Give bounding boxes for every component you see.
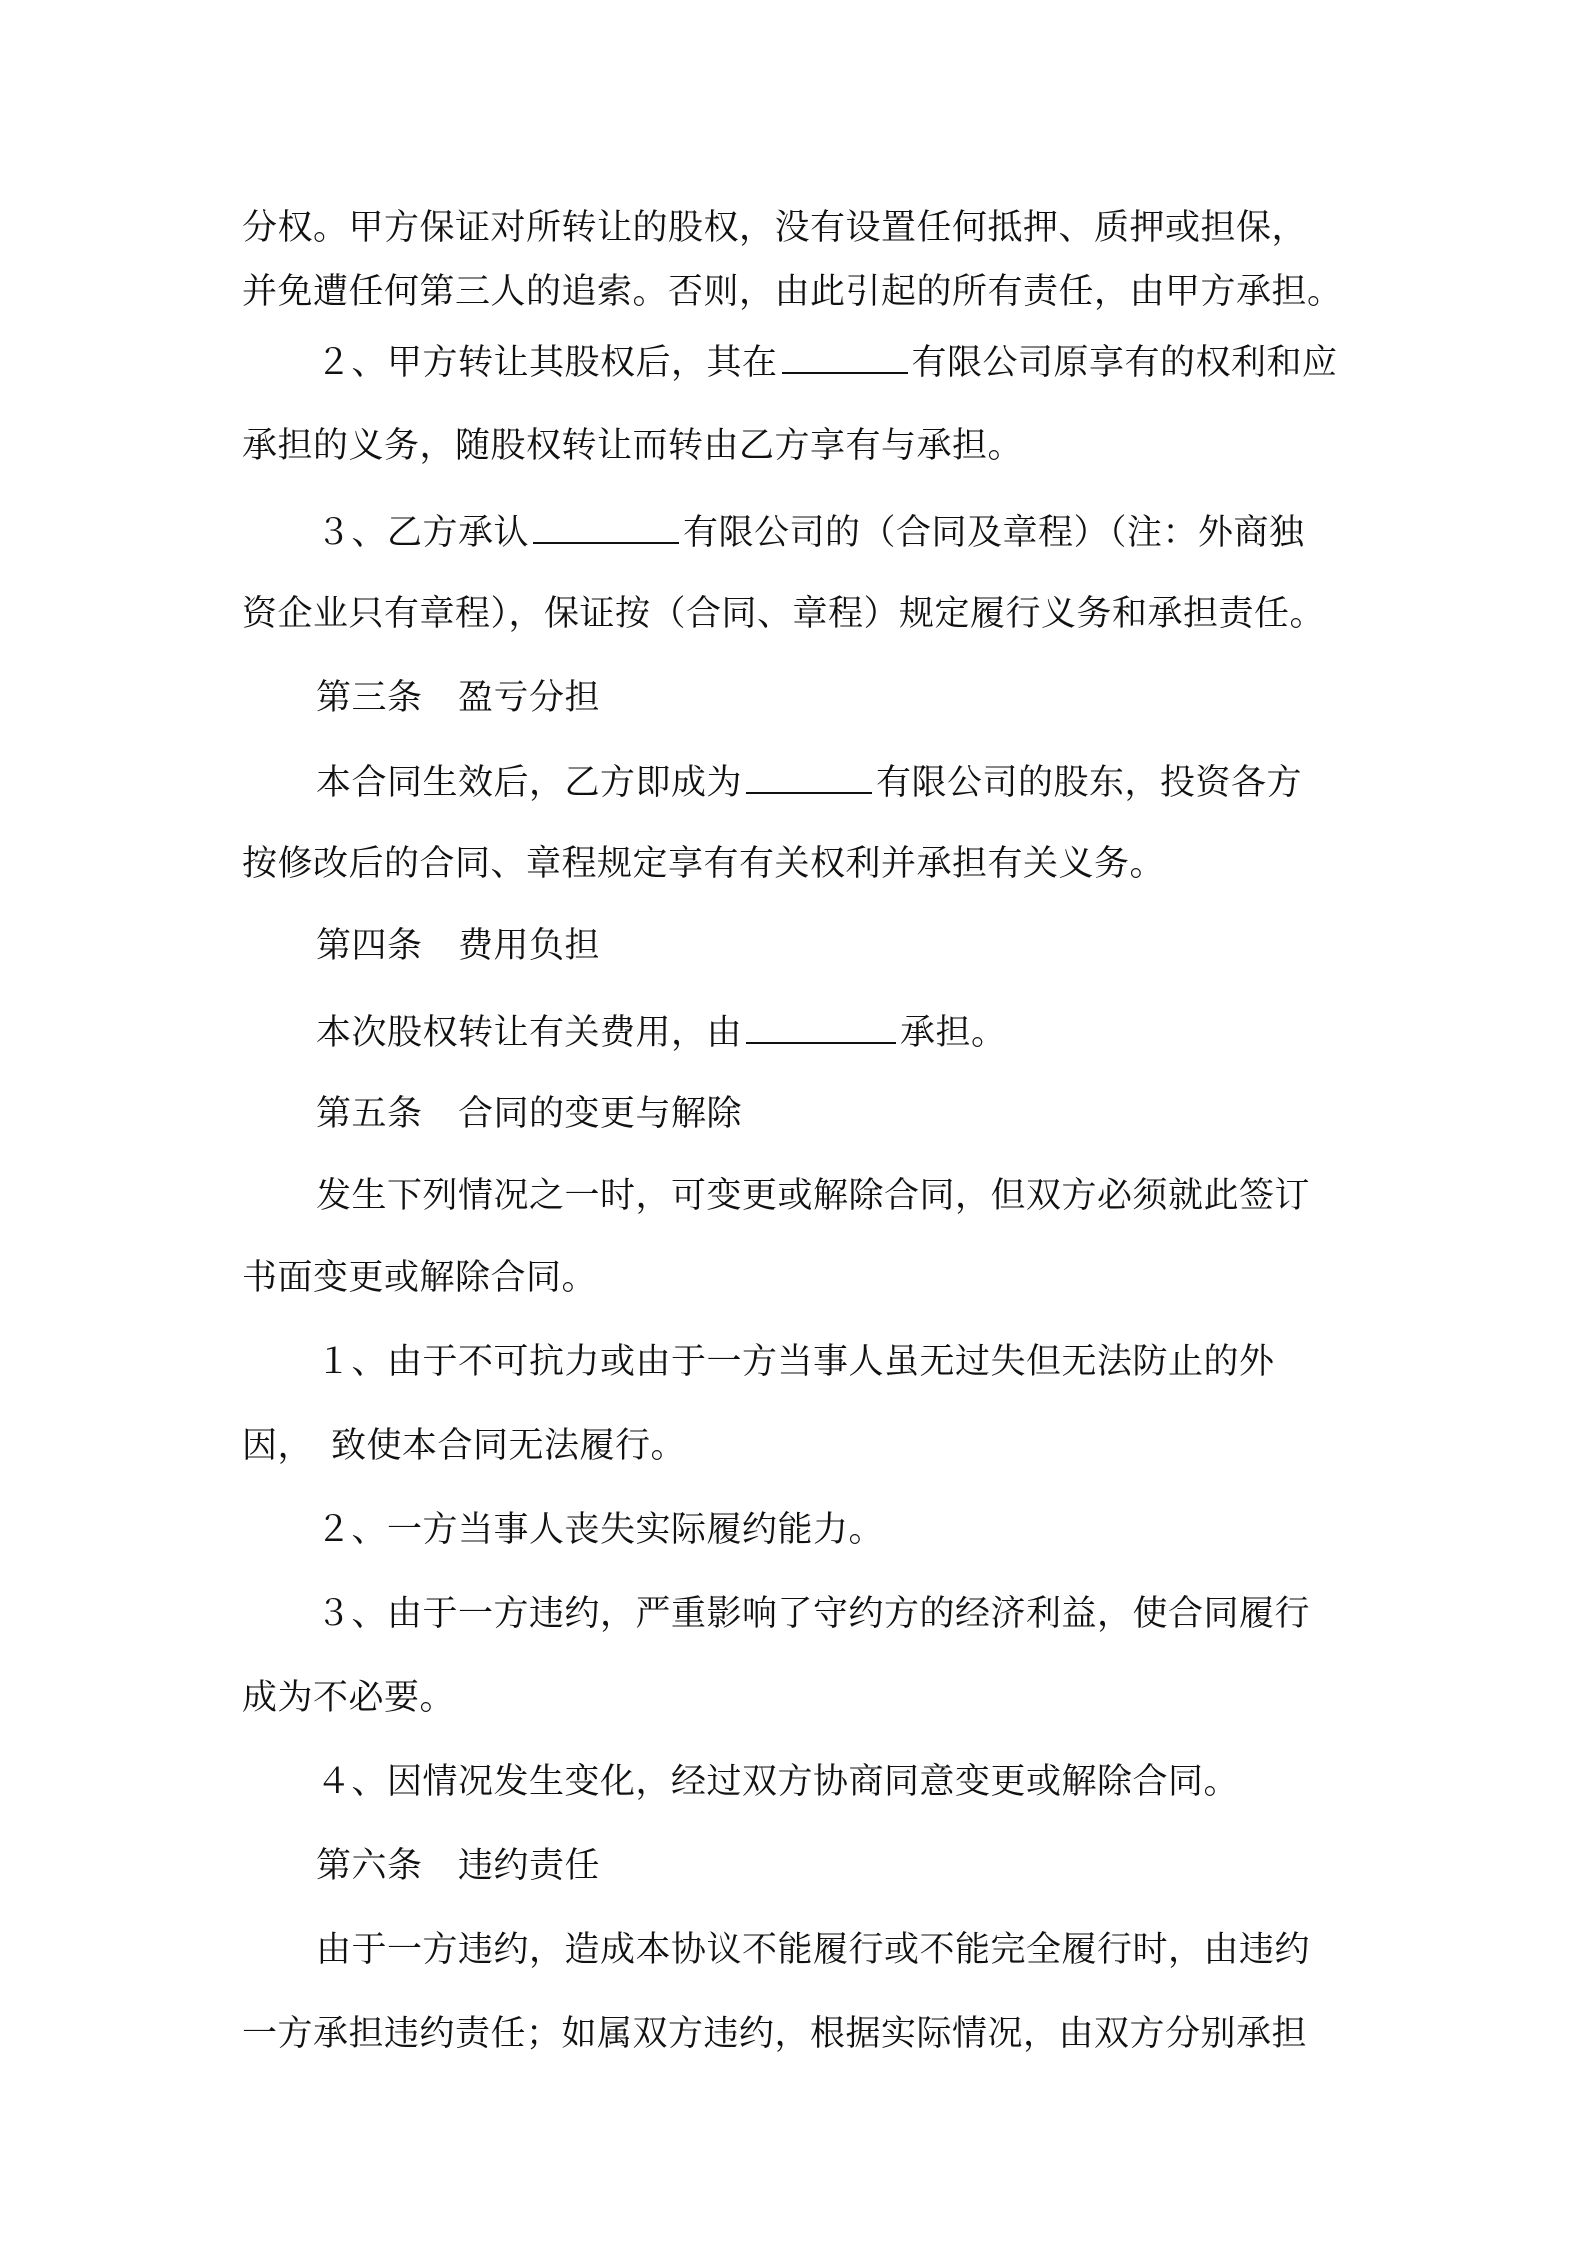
clause-2-text-a: ２、甲方转让其股权后，其在 — [316, 343, 778, 383]
text-line-13: 发生下列情况之一时，可变更或解除合同，但双方必须就此签订 — [316, 1176, 1311, 1216]
clause-2-text-b: 有限公司原享有的权利和应 — [911, 343, 1338, 383]
text-line-22: 由于一方违约，造成本协议不能履行或不能完全履行时，由违约 — [316, 1930, 1311, 1970]
text-line-23: 一方承担违约责任；如属双方违约，根据实际情况，由双方分别承担 — [242, 2014, 1308, 2054]
clause-2-line — [316, 336, 1362, 387]
article-3-heading: 第三条 盈亏分担 — [316, 678, 601, 718]
text-line-4: 承担的义务，随股权转让而转由乙方享有与承担。 — [242, 426, 1024, 466]
article-3-text-b: 有限公司的股东，投资各方 — [876, 763, 1303, 803]
company-name-blank — [782, 336, 908, 374]
article-4-heading: 第四条 费用负担 — [316, 926, 601, 966]
text-line-16: 因， 致使本合同无法履行。 — [242, 1426, 687, 1466]
clause-3-text-a: ３、乙方承认 — [316, 513, 530, 553]
item-2-line: ２、一方当事人丧失实际履约能力。 — [316, 1510, 885, 1550]
party-blank — [746, 1006, 896, 1044]
item-1-line: １、由于不可抗力或由于一方当事人虽无过失但无法防止的外 — [316, 1342, 1275, 1382]
article-3-text-a: 本合同生效后，乙方即成为 — [316, 763, 743, 803]
text-line-1: 分权。甲方保证对所转让的股权，没有设置任何抵押、质押或担保， — [242, 208, 1308, 248]
item-3-line: ３、由于一方违约，严重影响了守约方的经济利益，使合同履行 — [316, 1594, 1311, 1634]
article-5-heading: 第五条 合同的变更与解除 — [316, 1094, 743, 1134]
text-line-2: 并免遭任何第三人的追索。否则，由此引起的所有责任，由甲方承担。 — [242, 272, 1343, 312]
article-3-line — [316, 756, 1362, 807]
item-4-line: ４、因情况发生变化，经过双方协商同意变更或解除合同。 — [316, 1762, 1240, 1802]
company-name-blank-2 — [533, 506, 679, 544]
text-line-6: 资企业只有章程），保证按（合同、章程）规定履行义务和承担责任。 — [242, 594, 1326, 634]
text-line-9: 按修改后的合同、章程规定享有有关权利并承担有关义务。 — [242, 844, 1166, 884]
article-6-heading: 第六条 违约责任 — [316, 1846, 601, 1886]
clause-3-line — [316, 506, 1362, 557]
company-name-blank-3 — [746, 756, 872, 794]
text-line-19: 成为不必要。 — [242, 1678, 456, 1718]
article-4-text-a: 本次股权转让有关费用，由 — [316, 1013, 743, 1053]
text-line-14: 书面变更或解除合同。 — [242, 1258, 598, 1298]
article-4-text-b: 承担。 — [900, 1013, 1007, 1053]
article-4-line — [316, 1006, 1362, 1057]
clause-3-text-b: 有限公司的（合同及章程）（注：外商独 — [683, 513, 1305, 553]
